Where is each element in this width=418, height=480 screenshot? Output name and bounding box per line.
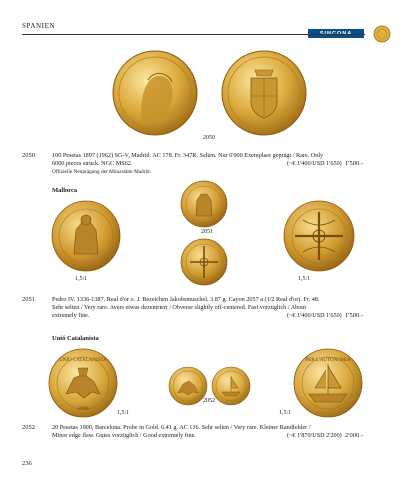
coin-2051-reverse xyxy=(180,238,228,286)
photo-label-2051: 2051 xyxy=(201,229,213,235)
scale-label-right: 1,5:1 xyxy=(279,410,292,416)
page-number: 236 xyxy=(22,460,32,467)
coin-2052-reverse xyxy=(211,366,251,406)
lot-description-line: Sehr selten / Very rare. Avers etwas dezentriert / Obverse slightly off-centered. Fast vorzüglich / About xyxy=(52,304,307,311)
lot-description-line: Minor edge flaw. Gutes vorzüglich / Good extremely fine. xyxy=(52,432,196,439)
lot-price: 1'500.- xyxy=(345,312,363,319)
lot-estimate: (~€ 1'870/USD 2'200) xyxy=(287,432,342,439)
lot-number: 2052 xyxy=(22,424,35,431)
coin-2052-reverse-enlarged xyxy=(293,348,363,418)
coin-2051-obverse xyxy=(180,180,228,228)
scale-label-left: 1,5:1 xyxy=(75,276,88,282)
coin-year: 1900 xyxy=(77,406,89,412)
coin-2052-obverse xyxy=(168,366,208,406)
lot-number: 2050 xyxy=(22,152,35,159)
lot-description-line: 20 Pesetas 1900, Barcelona. Probe in Gold. 6.41 g. AC 136. Sehr selten / Very rare. Kleiner Randfehler / xyxy=(52,424,311,431)
section-heading: Unió Catalanista xyxy=(52,335,99,342)
lot-note: Offizielle Neuprägung der Münzstätte Madrid. xyxy=(52,169,151,175)
lot-description-line: extremely fine. xyxy=(52,312,90,319)
scale-label-right: 1,5:1 xyxy=(298,276,311,282)
lot-estimate: (~€ 1'400/USD 1'650) xyxy=(287,160,342,167)
coin-2051-reverse-enlarged xyxy=(283,200,355,272)
coin-2052-obverse-enlarged xyxy=(48,348,118,418)
coin-legend: UNIO CATALANISTA xyxy=(59,358,107,363)
scale-label-left: 1,5:1 xyxy=(117,410,130,416)
coin-2050-obverse xyxy=(112,50,198,136)
sincona-coin-icon xyxy=(373,25,391,43)
coin-2051-obverse-enlarged xyxy=(50,200,122,272)
header-divider xyxy=(22,34,365,35)
lot-price: 2'000.- xyxy=(345,432,363,439)
lot-price: 1'500.- xyxy=(345,160,363,167)
photo-label-2052: 2052 xyxy=(203,398,215,404)
lot-description-line: 6000 pieces struck. NGC MS62. xyxy=(52,160,133,167)
section-heading: Mallorca xyxy=(52,187,78,194)
lot-estimate: (~€ 1'400/USD 1'650) xyxy=(287,312,342,319)
lot-number: 2051 xyxy=(22,296,35,303)
coin-legend: PER L'AUTONOMIA xyxy=(305,358,351,363)
photo-label-2050: 2050 xyxy=(203,135,215,141)
coin-2050-reverse xyxy=(221,50,307,136)
lot-description-line: 100 Pesetas 1897 (1962) SG-V, Madrid. AC 178. Fr. 347R. Selten. Nur 6'000 Exemplare geprägt / Rare. Only xyxy=(52,152,324,159)
page-header-country: SPANIEN xyxy=(22,22,56,30)
lot-description-line: Pedro IV. 1336-1387. Real d'or o. J. Bezeichen Jakobsmuschel. 3.87 g. Cayon 2057 a (1/2 Real d'or). Fr. 48. xyxy=(52,296,320,303)
